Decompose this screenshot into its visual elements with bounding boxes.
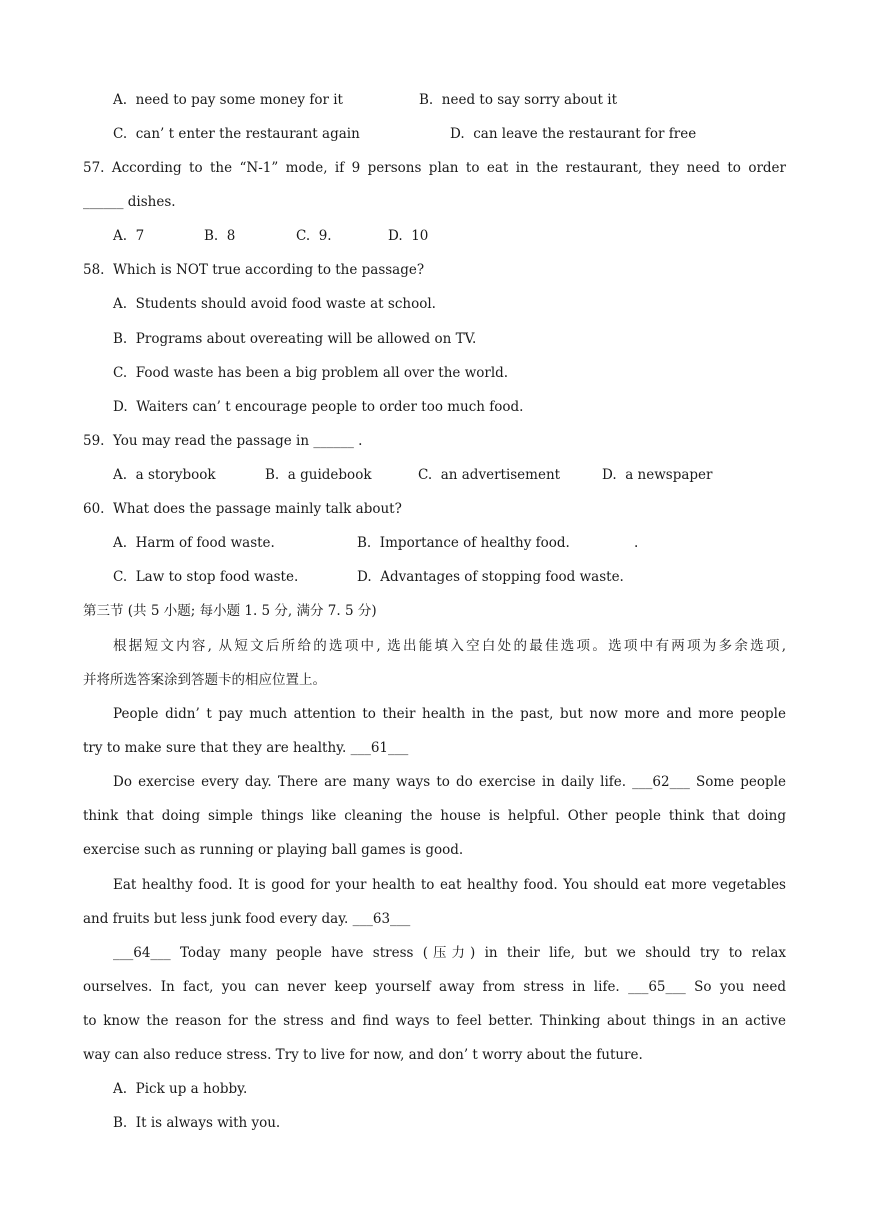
q59-option-c: C. an advertisement bbox=[418, 467, 561, 483]
q60-option-b-stray-dot: . bbox=[634, 535, 639, 551]
passage-p4-line2: ourselves. In fact, you can never keep yourself away from stress in life. ___65___ So you need bbox=[83, 979, 786, 995]
q59-option-a: A. a storybook bbox=[113, 467, 216, 483]
q57-stem-line2: ______ dishes. bbox=[83, 194, 176, 210]
section3-instructions-line2: 并将所选答案涂到答题卡的相应位置上。 bbox=[83, 672, 326, 688]
passage-p4-line4: way can also reduce stress. Try to live for now, and don’ t worry about the future. bbox=[83, 1047, 643, 1063]
answer-option-a: A. Pick up a hobby. bbox=[113, 1081, 248, 1097]
q58-option-c: C. Food waste has been a big problem all over the world. bbox=[113, 365, 509, 381]
q57-option-c: C. 9. bbox=[296, 228, 332, 244]
q56-option-b: B. need to say sorry about it bbox=[419, 92, 617, 108]
q57-option-d: D. 10 bbox=[388, 228, 429, 244]
section3-heading: 第三节 (共 5 小题; 每小题 1. 5 分, 满分 7. 5 分) bbox=[83, 603, 377, 619]
passage-p1-line1: People didn’ t pay much attention to their health in the past, but now more and more people bbox=[113, 706, 786, 722]
q58-option-a: A. Students should avoid food waste at school. bbox=[113, 296, 436, 312]
q56-option-d: D. can leave the restaurant for free bbox=[450, 126, 697, 142]
passage-p2-line2: think that doing simple things like cleaning the house is helpful. Other people think that doing bbox=[83, 808, 786, 824]
answer-option-b: B. It is always with you. bbox=[113, 1115, 281, 1131]
q60-option-d: D. Advantages of stopping food waste. bbox=[357, 569, 624, 585]
q57-stem-line1: 57. According to the “N-1” mode, if 9 persons plan to eat in the restaurant, they need to order bbox=[83, 160, 786, 176]
passage-p1-line2: try to make sure that they are healthy. ___61___ bbox=[83, 740, 409, 756]
q58-option-b: B. Programs about overeating will be allowed on TV. bbox=[113, 331, 477, 347]
q56-option-c: C. can’ t enter the restaurant again bbox=[113, 126, 360, 142]
q59-option-b: B. a guidebook bbox=[265, 467, 372, 483]
passage-p2-line3: exercise such as running or playing ball games is good. bbox=[83, 842, 464, 858]
passage-p2-line1: Do exercise every day. There are many ways to do exercise in daily life. ___62___ Some people bbox=[113, 774, 786, 790]
q57-option-a: A. 7 bbox=[113, 228, 145, 244]
q58-option-d: D. Waiters can’ t encourage people to order too much food. bbox=[113, 399, 524, 415]
passage-p3-line2: and fruits but less junk food every day. ___63___ bbox=[83, 911, 411, 927]
q58-stem: 58. Which is NOT true according to the passage? bbox=[83, 262, 425, 278]
q60-stem: 60. What does the passage mainly talk about? bbox=[83, 501, 402, 517]
q59-option-d: D. a newspaper bbox=[602, 467, 713, 483]
q56-option-a: A. need to pay some money for it bbox=[113, 92, 343, 108]
q59-stem: 59. You may read the passage in ______ . bbox=[83, 433, 363, 449]
passage-p3-line1: Eat healthy food. It is good for your health to eat healthy food. You should eat more vegetables bbox=[113, 877, 786, 893]
section3-instructions-line1: 根据短文内容, 从短文后所给的选项中, 选出能填入空白处的最佳选项。选项中有两项为多余选项, bbox=[113, 638, 786, 654]
q60-option-a: A. Harm of food waste. bbox=[113, 535, 275, 551]
passage-p4-line3: to know the reason for the stress and find ways to feel better. Thinking about things in an active bbox=[83, 1013, 786, 1029]
q60-option-c: C. Law to stop food waste. bbox=[113, 569, 299, 585]
passage-p4-line1: ___64___ Today many people have stress (压力) in their life, but we should try to relax bbox=[113, 945, 786, 961]
q57-option-b: B. 8 bbox=[204, 228, 236, 244]
q60-option-b: B. Importance of healthy food. bbox=[357, 535, 570, 551]
